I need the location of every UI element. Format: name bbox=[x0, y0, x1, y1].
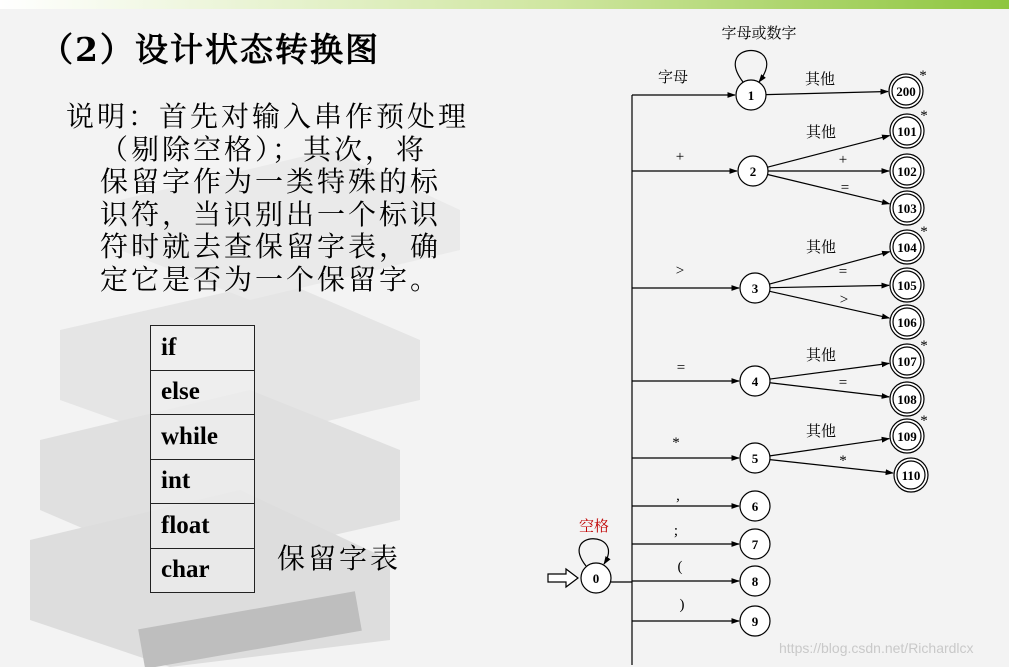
description-line: 符时就去查保留字表，确 bbox=[100, 230, 442, 263]
edge-label: ; bbox=[673, 523, 679, 539]
edge-label: 其他 bbox=[804, 72, 836, 88]
edge-label: > bbox=[675, 263, 685, 279]
edge-label: ) bbox=[679, 597, 685, 613]
star-mark: * bbox=[919, 68, 927, 84]
self-loop-edge bbox=[735, 51, 766, 83]
edge-label: * bbox=[672, 435, 680, 451]
final-state-label: 103 bbox=[897, 201, 917, 216]
final-state-label: 107 bbox=[897, 354, 917, 369]
edge-label: = bbox=[676, 360, 686, 376]
state-node-label: 9 bbox=[751, 614, 759, 629]
table-cell: char bbox=[151, 548, 255, 593]
transition-edge bbox=[770, 383, 889, 397]
slide-title: （2）设计状态转换图 bbox=[40, 30, 380, 69]
edge-label: 字母 bbox=[657, 70, 689, 86]
transition-edge bbox=[770, 285, 889, 287]
state-node-label: 1 bbox=[747, 88, 755, 103]
watermark: https://blog.csdn.net/Richardlcx bbox=[779, 640, 974, 656]
final-state-label: 110 bbox=[901, 468, 921, 483]
final-state-label: 105 bbox=[897, 278, 917, 293]
edge-label: + bbox=[675, 149, 685, 165]
transition-edge bbox=[770, 363, 889, 379]
edge-label: = bbox=[838, 264, 848, 280]
edge-label: * bbox=[839, 453, 847, 469]
final-state-label: 104 bbox=[897, 240, 917, 255]
state-node-label: 5 bbox=[751, 451, 759, 466]
description-line: （剔除空格）；其次，将 bbox=[100, 132, 428, 166]
final-state-label: 102 bbox=[897, 164, 917, 179]
table-cell: int bbox=[151, 459, 255, 504]
state-node-label: 7 bbox=[751, 537, 759, 552]
state-node-label: 6 bbox=[751, 499, 759, 514]
table-cell: while bbox=[151, 415, 255, 460]
edge-label: 字母或数字 bbox=[721, 26, 797, 42]
edge-label: + bbox=[838, 152, 848, 168]
start-arrow-icon bbox=[548, 569, 578, 587]
description-line: 说明：首先对输入串作预处理 bbox=[66, 100, 470, 133]
final-state-label: 109 bbox=[897, 429, 917, 444]
state-node-label: 0 bbox=[592, 571, 600, 586]
star-mark: * bbox=[920, 413, 928, 429]
final-state-label: 200 bbox=[896, 84, 916, 99]
transition-edge bbox=[769, 252, 889, 284]
state-node-label: 2 bbox=[749, 164, 757, 179]
star-mark: * bbox=[920, 224, 928, 240]
table-cell: float bbox=[151, 504, 255, 549]
edge-label: = bbox=[838, 375, 848, 391]
state-node-label: 4 bbox=[751, 374, 759, 389]
state-node-label: 8 bbox=[751, 574, 759, 589]
edge-label: 其他 bbox=[805, 125, 837, 141]
transition-edge bbox=[770, 291, 890, 318]
edge-label: 其他 bbox=[805, 424, 837, 440]
start-self-loop-edge bbox=[579, 539, 608, 566]
edge-label: 其他 bbox=[805, 240, 837, 256]
table-cell: else bbox=[151, 370, 255, 415]
star-mark: * bbox=[920, 108, 928, 124]
diagram-nodes bbox=[578, 68, 928, 636]
transition-edge bbox=[770, 460, 893, 473]
star-mark: * bbox=[920, 338, 928, 354]
table-cell: if bbox=[151, 326, 255, 371]
transition-edge bbox=[766, 91, 888, 94]
description-line: 识符，当识别出一个标识 bbox=[100, 197, 442, 231]
diagram-labels bbox=[579, 25, 849, 613]
transition-edge bbox=[770, 439, 889, 456]
transition-edge bbox=[768, 175, 890, 204]
edge-label: ( bbox=[677, 559, 683, 575]
edge-label: > bbox=[839, 292, 849, 308]
final-state-label: 108 bbox=[897, 392, 917, 407]
final-state-label: 101 bbox=[897, 124, 917, 139]
description-line: 保留字作为一类特殊的标 bbox=[100, 165, 442, 198]
state-node-label: 3 bbox=[751, 281, 759, 296]
edge-label: = bbox=[840, 180, 850, 196]
reserved-word-table-caption: 保留字表 bbox=[277, 542, 402, 575]
edge-label: 其他 bbox=[805, 348, 837, 364]
description-line: 定它是否为一个保留字。 bbox=[100, 262, 442, 296]
edge-label: , bbox=[676, 488, 680, 504]
start-loop-label: 空格 bbox=[578, 519, 610, 535]
final-state-label: 106 bbox=[897, 315, 917, 330]
